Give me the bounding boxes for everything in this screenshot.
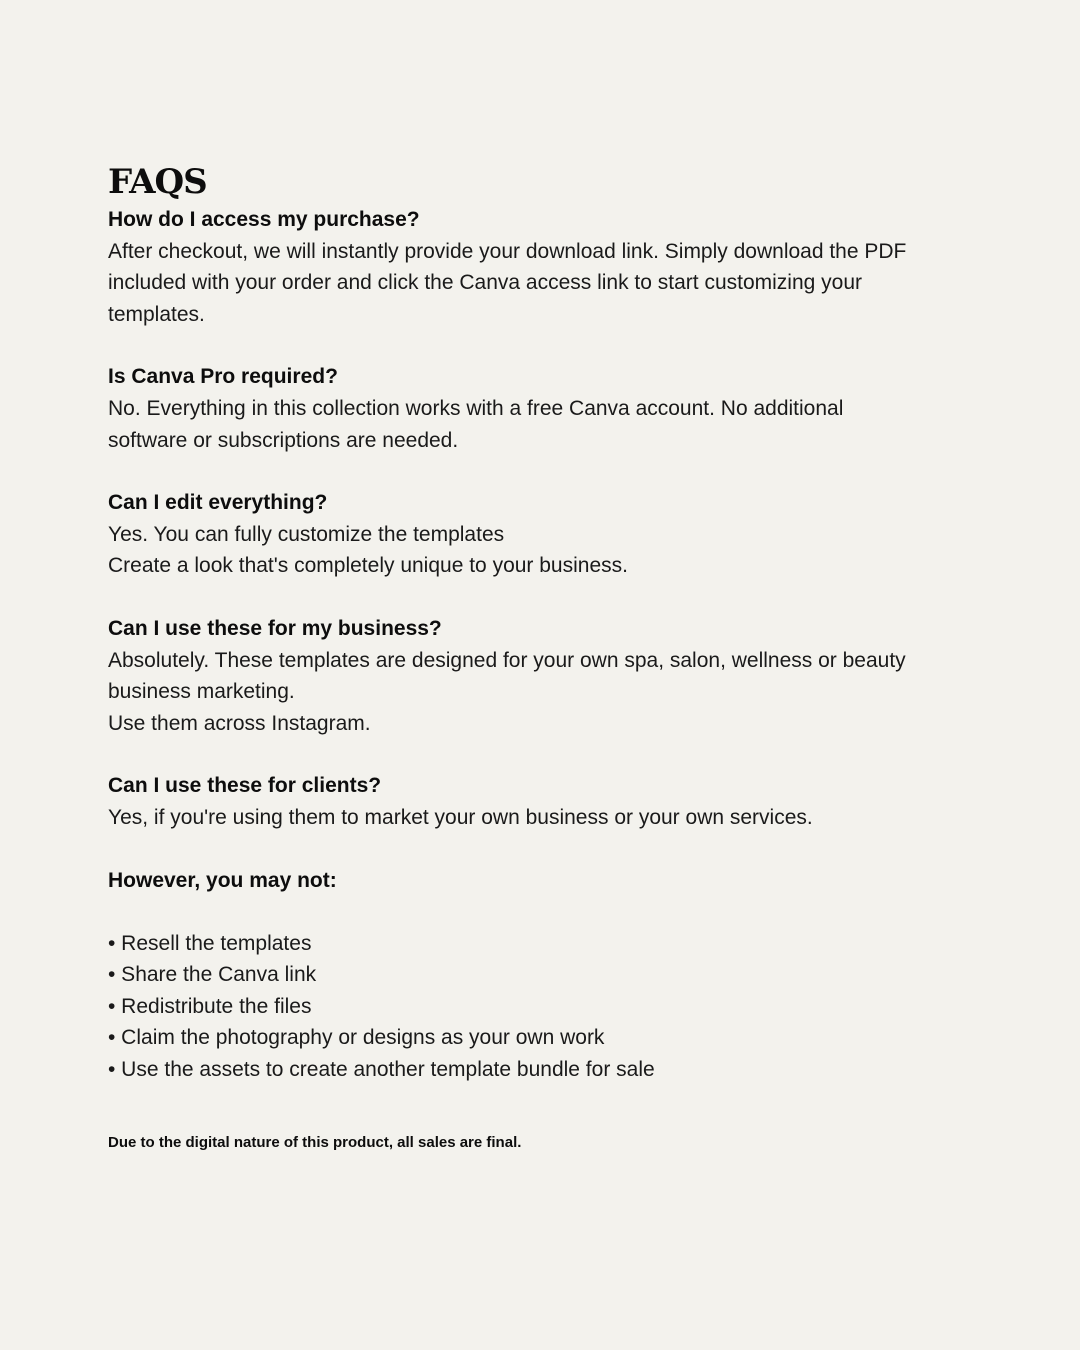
restrictions-section xyxy=(108,865,928,1086)
faq-item xyxy=(108,770,928,833)
list-item: • Use the assets to create another template bundle for sale xyxy=(108,1058,655,1082)
faq-answer: Use them across Instagram. xyxy=(108,711,371,735)
faq-item xyxy=(108,613,928,739)
faq-question: Can I use these for clients? xyxy=(108,774,382,798)
faq-answer: Yes, if you're using them to market your own business or your own services. xyxy=(108,805,813,829)
faq-item xyxy=(108,204,928,330)
faq-page xyxy=(108,160,928,1168)
page-title: FAQS xyxy=(108,162,207,202)
restrictions-heading: However, you may not: xyxy=(108,868,337,892)
faq-answer: Create a look that's completely unique to your business. xyxy=(108,554,628,578)
faq-answer: Yes. You can fully customize the templates xyxy=(108,522,505,546)
faq-question: Can I edit everything? xyxy=(108,491,328,515)
list-item: • Claim the photography or designs as your own work xyxy=(108,1026,605,1050)
faq-item xyxy=(108,487,928,582)
faq-question: How do I access my purchase? xyxy=(108,208,420,231)
faq-question: Is Canva Pro required? xyxy=(108,365,338,389)
faq-answer: Absolutely. These templates are designed for your own spa, salon, wellness or beauty business marketing. xyxy=(108,648,906,704)
faq-item xyxy=(108,361,928,456)
faq-answer: After checkout, we will instantly provide your download link. Simply download the PDF included with your order and click the Canva access link to start customizing your templates. xyxy=(108,239,907,326)
faq-answer: No. Everything in this collection works with a free Canva account. No additional software or subscriptions are needed. xyxy=(108,396,844,452)
faq-question: Can I use these for my business? xyxy=(108,616,442,640)
list-item: • Share the Canva link xyxy=(108,963,317,987)
restrictions-list xyxy=(108,928,928,1086)
list-item: • Redistribute the files xyxy=(108,994,312,1018)
footer-note: Due to the digital nature of this product, all sales are final. xyxy=(108,1133,522,1151)
faq-list xyxy=(108,204,928,834)
list-item: • Resell the templates xyxy=(108,931,312,955)
